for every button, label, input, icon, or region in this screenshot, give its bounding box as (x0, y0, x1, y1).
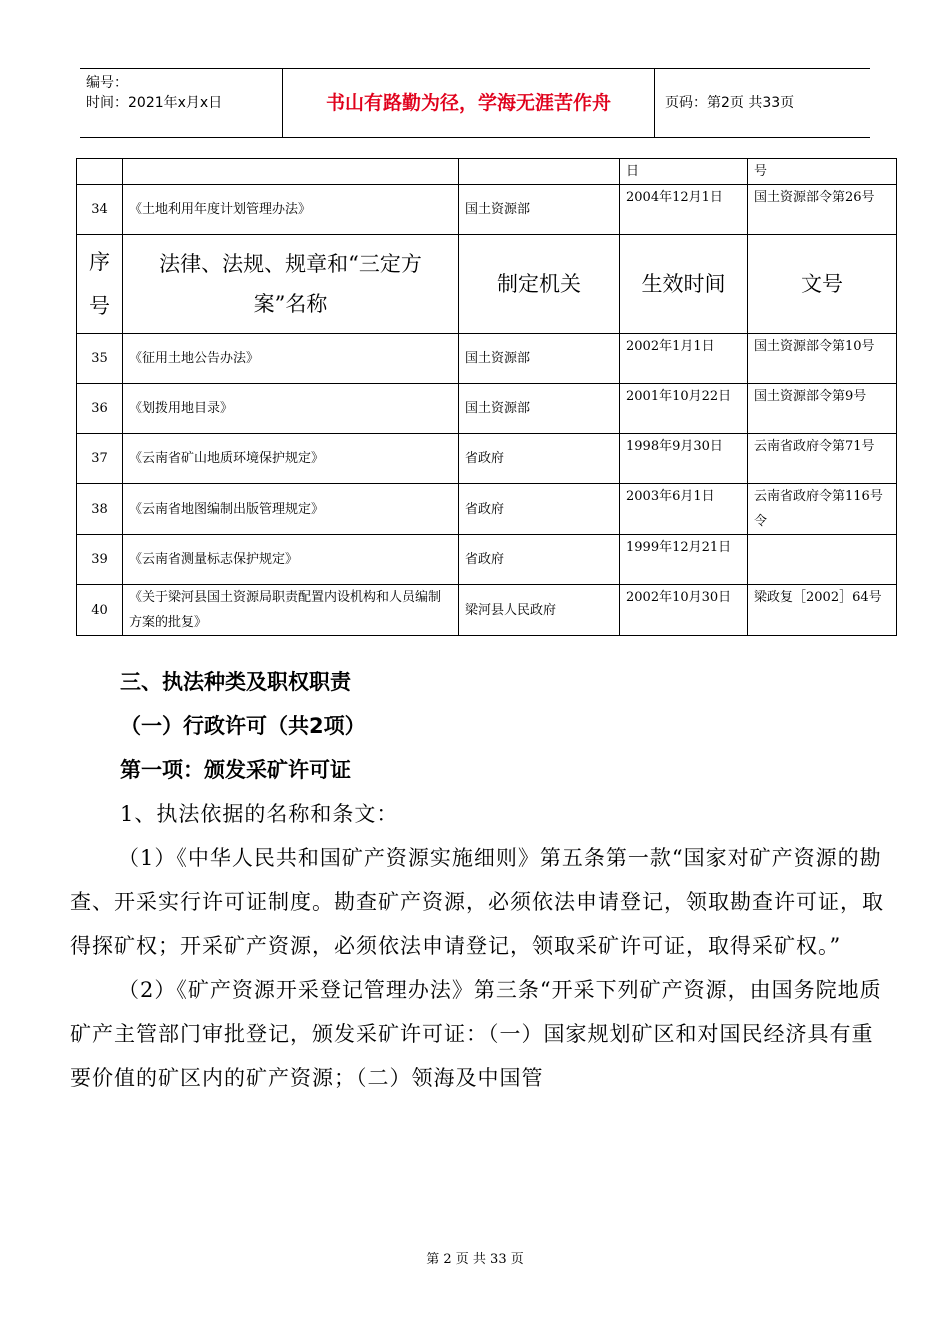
cell-doc (748, 535, 897, 585)
cell-name: 《土地利用年度计划管理办法》 (123, 185, 459, 235)
cell-name: 《云南省矿山地质环境保护规定》 (123, 434, 459, 484)
cell-org (459, 159, 620, 185)
cell-num: 38 (77, 484, 123, 535)
header-name: 法律、法规、规章和“三定方案”名称 (123, 235, 459, 334)
cell-name: 《划拨用地目录》 (123, 384, 459, 434)
cell-name: 《征用土地公告办法》 (123, 334, 459, 384)
cell-org: 省政府 (459, 484, 620, 535)
table-row (77, 185, 897, 235)
cell-num: 36 (77, 384, 123, 434)
cell-num: 34 (77, 185, 123, 235)
cell-doc: 云南省政府令第116号令 (748, 484, 897, 535)
header-org: 制定机关 (459, 235, 620, 334)
paragraph: （1）《中华人民共和国矿产资源实施细则》第五条第一款“国家对矿产资源的勘查、开采实行许可证制度。勘查矿产资源，必须依法申请登记，领取勘查许可证，取得探矿权；开采矿产资源，必须依法申请登记，领取采矿许可证，取得采矿权。” (70, 846, 884, 958)
table-row (77, 484, 897, 535)
cell-date: 2001年10月22日 (620, 384, 748, 434)
cell-date: 1999年12月21日 (620, 535, 748, 585)
cell-org: 国土资源部 (459, 334, 620, 384)
cell-org: 省政府 (459, 434, 620, 484)
cell-num: 39 (77, 535, 123, 585)
cell-doc: 国土资源部令第10号 (748, 334, 897, 384)
header-num: 序号 (77, 235, 123, 334)
cell-doc: 梁政复［2002］64号 (748, 585, 897, 636)
table-row (77, 334, 897, 384)
cell-org: 梁河县人民政府 (459, 585, 620, 636)
cell-num: 35 (77, 334, 123, 384)
cell-org: 国土资源部 (459, 384, 620, 434)
page-header (80, 68, 870, 138)
header-doc: 文号 (748, 235, 897, 334)
cell-date: 日 (620, 159, 748, 185)
number-label: 编号： (86, 75, 128, 91)
cell-date: 2002年1月1日 (620, 334, 748, 384)
cell-name: 《云南省测量标志保护规定》 (123, 535, 459, 585)
table-row (77, 434, 897, 484)
cell-num (77, 159, 123, 185)
cell-name: 《关于梁河县国土资源局职责配置内设机构和人员编制方案的批复》 (123, 585, 459, 636)
paragraph: （2）《矿产资源开采登记管理办法》第三条“开采下列矿产资源，由国务院地质矿产主管部门审批登记，颁发采矿许可证：（一）国家规划矿区和对国民经济具有重要价值的矿区内的矿产资源；（二）领海及中国管 (70, 978, 882, 1090)
item-heading: 第一项：颁发采矿许可证 (120, 758, 351, 782)
cell-num: 37 (77, 434, 123, 484)
header-motto: 书山有路勤为径，学海无涯苦作舟 (283, 69, 655, 137)
laws-table (76, 158, 897, 636)
cell-date: 2004年12月1日 (620, 185, 748, 235)
date-label: 时间：2021年x月x日 (86, 95, 223, 111)
cell-num: 40 (77, 585, 123, 636)
cell-org: 国土资源部 (459, 185, 620, 235)
cell-doc: 国土资源部令第9号 (748, 384, 897, 434)
cell-date: 2002年10月30日 (620, 585, 748, 636)
table-row (77, 384, 897, 434)
table-row (77, 159, 897, 185)
subsection-heading: （一）行政许可（共2项） (120, 714, 366, 738)
table-header-row (77, 235, 897, 334)
cell-date: 2003年6月1日 (620, 484, 748, 535)
header-meta (80, 69, 283, 137)
basis-label: 1、执法依据的名称和条文： (120, 802, 399, 826)
cell-name (123, 159, 459, 185)
cell-name: 《云南省地图编制出版管理规定》 (123, 484, 459, 535)
cell-doc: 云南省政府令第71号 (748, 434, 897, 484)
cell-date: 1998年9月30日 (620, 434, 748, 484)
cell-doc: 号 (748, 159, 897, 185)
header-date: 生效时间 (620, 235, 748, 334)
page-footer: 第 2 页 共 33 页 (426, 1252, 524, 1267)
section-heading: 三、执法种类及职权职责 (120, 670, 351, 694)
header-page-info: 页码：第2页 共33页 (665, 95, 795, 111)
section-content (70, 660, 890, 1100)
table-row (77, 535, 897, 585)
table-row (77, 585, 897, 636)
cell-org: 省政府 (459, 535, 620, 585)
cell-doc: 国土资源部令第26号 (748, 185, 897, 235)
